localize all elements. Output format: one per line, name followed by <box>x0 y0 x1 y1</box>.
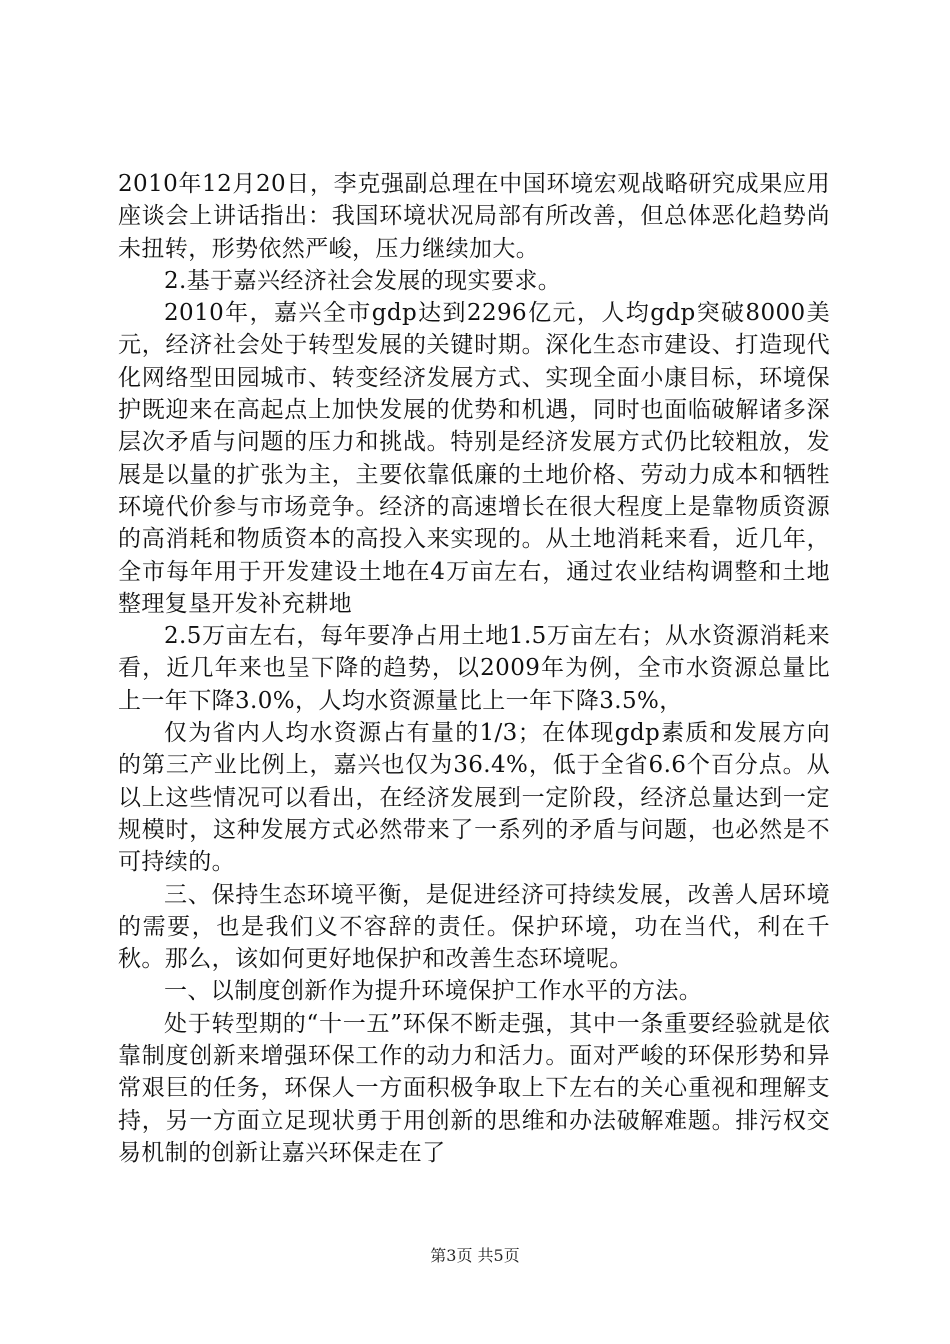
paragraph-eleventh-five-year: 处于转型期的“十一五”环保不断走强，其中一条重要经验就是依靠制度创新来增强环保工作的动力和活力。面对严峻的环保形势和异常艰巨的任务，环保人一方面积极争取上下左右的关心重视和理解支持，另一方面立足现状勇于用创新的思维和办法破解难题。排污权交易机制的创新让嘉兴环保走在了 <box>118 1010 830 1166</box>
section-heading-institutional-innovation: 一、以制度创新作为提升环境保护工作水平的方法。 <box>164 978 703 1005</box>
section-heading-jiaxing-requirements: 2.基于嘉兴经济社会发展的现实要求。 <box>164 267 562 294</box>
paragraph-water-share-tertiary: 仅为省内人均水资源占有量的1/3；在体现gdp素质和发展方向的第三产业比例上，嘉兴也仅为36.4%，低于全省6.6个百分点。从以上这些情况可以看出，在经济发展到一定阶段，经济总量达到一定规模时，这种发展方式必然带来了一系列的矛盾与问题，也必然是不可持续的。 <box>118 720 830 876</box>
paragraph-land-water-resources: 2.5万亩左右，每年要净占用土地1.5万亩左右；从水资源消耗来看，近几年来也呈下降的趋势，以2009年为例，全市水资源总量比上一年下降3.0%，人均水资源量比上一年下降3.5%， <box>118 623 830 714</box>
paragraph-ecological-balance: 三、保持生态环境平衡，是促进经济可持续发展，改善人居环境的需要，也是我们义不容辞的责任。保护环境，功在当代，利在千秋。那么，该如何更好地保护和改善生态环境呢。 <box>118 881 830 973</box>
document-body <box>118 168 830 1169</box>
page-number: 第3页 共5页 <box>430 1246 520 1265</box>
paragraph-jiaxing-economy: 2010年，嘉兴全市gdp达到2296亿元，人均gdp突破8000美元，经济社会处于转型发展的关键时期。深化生态市建设、打造现代化网络型田园城市、转变经济发展方式、实现全面小康目标，环境保护既迎来在高起点上加快发展的优势和机遇，同时也面临破解诸多深层次矛盾与问题的压力和挑战。特别是经济发展方式仍比较粗放，发展是以量的扩张为主，主要依靠低廉的土地价格、劳动力成本和牺牲环境代价参与市场竞争。经济的高速增长在很大程度上是靠物质资源的高消耗和物质资本的高投入来实现的。从土地消耗来看，近几年，全市每年用于开发建设土地在4万亩左右，通过农业结构调整和土地整理复垦开发补充耕地 <box>118 300 830 617</box>
page-footer <box>0 1246 950 1266</box>
paragraph-speech-quote: 2010年12月20日，李克强副总理在中国环境宏观战略研究成果应用座谈会上讲话指出：我国环境状况局部有所改善，但总体恶化趋势尚未扭转，形势依然严峻，压力继续加大。 <box>118 171 830 262</box>
